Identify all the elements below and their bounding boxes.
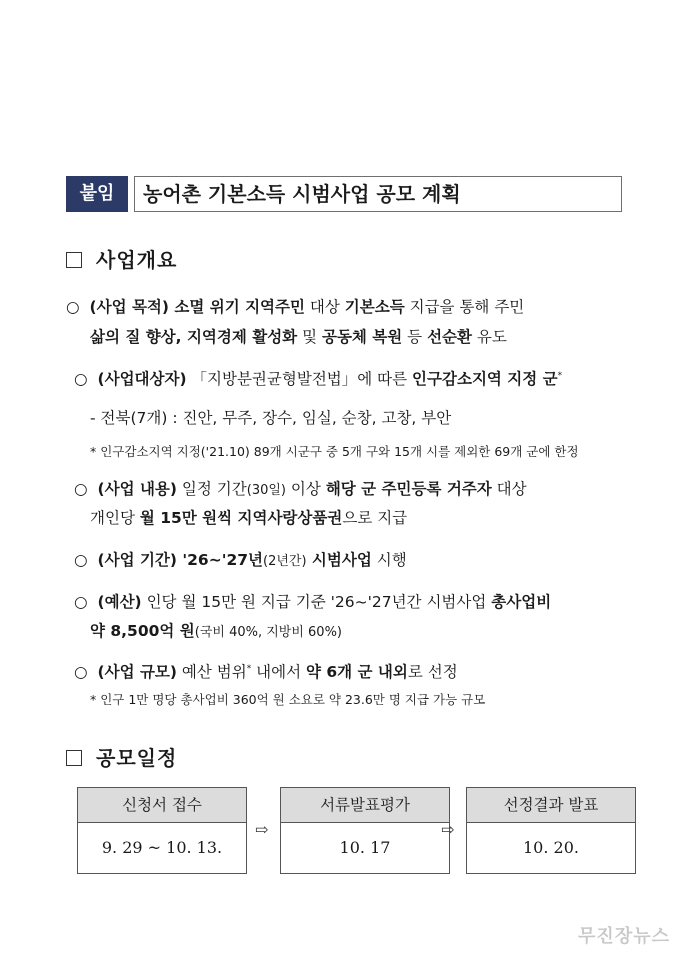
text: 「지방분권균형발전법」에 따른 bbox=[186, 370, 413, 388]
text: 유도 bbox=[472, 328, 507, 346]
arrow-right-icon: ⇨ bbox=[441, 820, 455, 839]
step-date: 10. 17 bbox=[339, 838, 391, 857]
target-label: (사업대상자) bbox=[97, 370, 187, 388]
step-label: 선정결과 발표 bbox=[467, 788, 635, 823]
text: 지급을 통해 주민 bbox=[404, 298, 525, 316]
text-bold: 총사업비 bbox=[491, 593, 552, 611]
step-date: 10. 20. bbox=[523, 838, 579, 857]
target-line bbox=[74, 367, 562, 389]
section-title: 사업개요 bbox=[96, 248, 178, 272]
text: 및 bbox=[297, 328, 322, 346]
text: 예산 범위 bbox=[177, 663, 247, 681]
circle-bullet-icon: ○ bbox=[74, 370, 88, 388]
schedule-step-3 bbox=[466, 787, 636, 874]
period-line bbox=[74, 548, 407, 570]
content-label: (사업 내용) bbox=[97, 480, 177, 498]
section-title: 공모일정 bbox=[96, 746, 178, 770]
text: 로 선정 bbox=[407, 663, 458, 681]
text-small: (국비 40%, 지방비 60%) bbox=[194, 625, 343, 640]
text-bold: '26~'27년 bbox=[177, 551, 263, 569]
step-label: 서류발표평가 bbox=[281, 788, 449, 823]
circle-bullet-icon: ○ bbox=[74, 663, 88, 681]
period-label: (사업 기간) bbox=[97, 551, 177, 569]
scale-line bbox=[74, 660, 458, 682]
text-small: (30일) bbox=[246, 483, 286, 498]
budget-line-1 bbox=[74, 590, 551, 612]
arrow-right-icon: ⇨ bbox=[255, 820, 269, 839]
checkbox-square-icon bbox=[66, 252, 82, 268]
purpose-line-2 bbox=[90, 325, 507, 347]
schedule-step-2 bbox=[280, 787, 450, 874]
footnote-mark: * bbox=[246, 663, 252, 674]
checkbox-square-icon bbox=[66, 750, 82, 766]
text-bold: 시범사업 bbox=[306, 551, 372, 569]
circle-bullet-icon: ○ bbox=[74, 551, 88, 569]
content-line-1 bbox=[74, 477, 527, 499]
text: 개인당 bbox=[90, 509, 140, 527]
text-bold: 인구감소지역 지정 군 bbox=[412, 370, 558, 388]
text-bold: 공동체 복원 bbox=[321, 328, 403, 346]
text: 으로 지급 bbox=[342, 509, 408, 527]
text-bold: 삶의 질 향상, 지역경제 활성화 bbox=[90, 328, 298, 346]
text: 이상 bbox=[286, 480, 326, 498]
budget-line-2 bbox=[90, 619, 342, 641]
text-bold: 기본소득 bbox=[344, 298, 405, 316]
text: 등 bbox=[402, 328, 428, 346]
step-date: 9. 29 ~ 10. 13. bbox=[101, 838, 223, 857]
circle-bullet-icon: ○ bbox=[66, 298, 80, 316]
section-heading-overview bbox=[66, 244, 177, 273]
text-bold: 해당 군 주민등록 거주자 bbox=[325, 480, 492, 498]
budget-label: (예산) bbox=[97, 593, 142, 611]
target-footnote: * 인구감소지역 지정('21.10) 89개 시군구 중 5개 구와 15개 시를 제외한 69개 군에 한정 bbox=[90, 444, 579, 459]
footnote-mark: * bbox=[557, 370, 563, 381]
section-heading-schedule bbox=[66, 742, 177, 771]
title-tag: 붙임 bbox=[66, 176, 128, 212]
text: 인당 월 15만 원 지급 기준 '26~'27년간 시범사업 bbox=[141, 593, 492, 611]
text-small: (2년간) bbox=[263, 554, 307, 569]
target-region-list: - 전북(7개) : 진안, 무주, 장수, 임실, 순창, 고창, 부안 bbox=[90, 409, 452, 427]
circle-bullet-icon: ○ bbox=[74, 593, 88, 611]
scale-label: (사업 규모) bbox=[97, 663, 177, 681]
schedule-step-1 bbox=[77, 787, 247, 874]
text: 대상 bbox=[491, 480, 527, 498]
purpose-line-1 bbox=[66, 295, 524, 317]
text-bold: 월 15만 원씩 지역사랑상품권 bbox=[139, 509, 343, 527]
document-title: 농어촌 기본소득 시범사업 공모 계획 bbox=[134, 176, 622, 212]
purpose-label: (사업 목적) 소멸 위기 지역주민 bbox=[89, 298, 305, 316]
circle-bullet-icon: ○ bbox=[74, 480, 88, 498]
text-bold: 약 8,500억 원 bbox=[90, 622, 195, 640]
text-bold: 선순환 bbox=[427, 328, 472, 346]
scale-footnote: * 인구 1만 명당 총사업비 360억 원 소요로 약 23.6만 명 지급 가능 규모 bbox=[90, 692, 486, 707]
text: 내에서 bbox=[251, 663, 307, 681]
text: 시행 bbox=[371, 551, 407, 569]
step-label: 신청서 접수 bbox=[78, 788, 246, 823]
watermark-logo: 무진장뉴스 bbox=[578, 926, 670, 947]
text: 일정 기간 bbox=[177, 480, 247, 498]
text-bold: 약 6개 군 내외 bbox=[306, 663, 408, 681]
content-line-2 bbox=[90, 506, 407, 528]
text: 대상 bbox=[304, 298, 345, 316]
